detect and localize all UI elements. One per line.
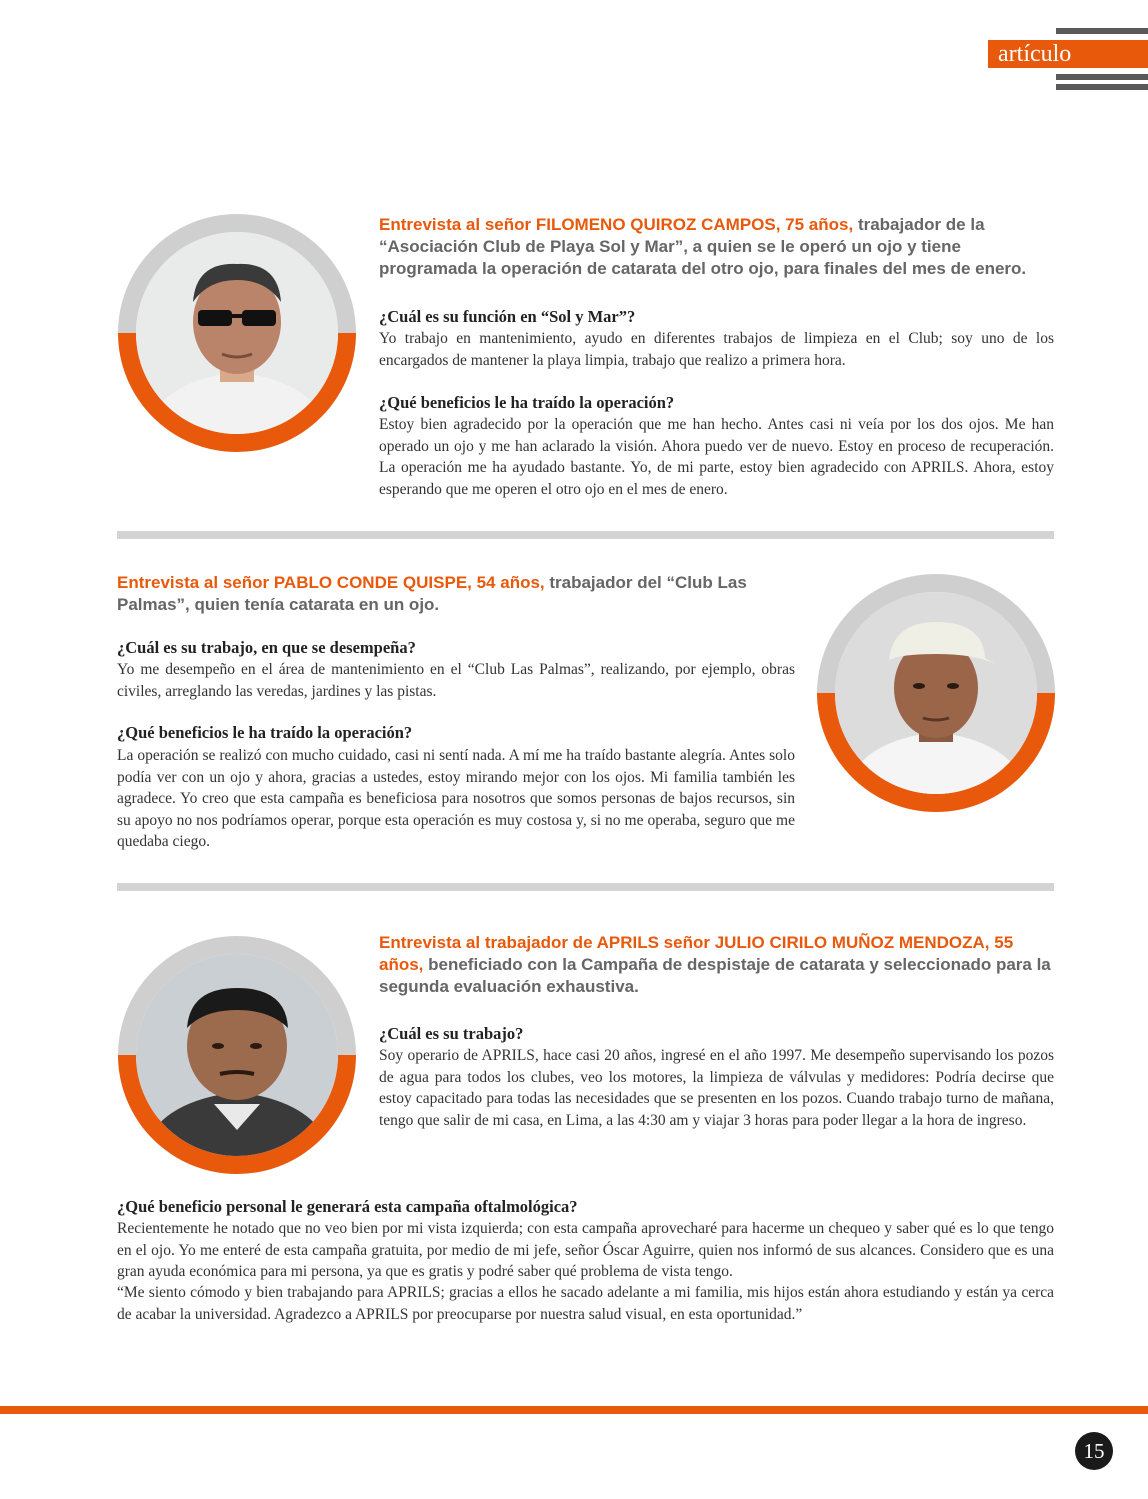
- section-divider-1: [117, 531, 1054, 539]
- page-number: 15: [1075, 1432, 1113, 1470]
- interview-1-answer-2: Estoy bien agradecido por la operación que me han hecho. Antes casi ni veía por los dos ojos. Me han operado un ojo y me han aclarado la visión. Ahora puedo ver de nuevo. Estoy en proceso de recuperación. La operación me ha ayudado bastante. Yo, de mi parte, estoy bien agradecido con APRILS. Ahora, estoy esperando que me operen el otro ojo en el mes de enero.: [379, 416, 1054, 498]
- header-bar-top: [1056, 28, 1148, 34]
- section-divider-2: [117, 883, 1054, 891]
- interview-1-lead: Entrevista al señor FILOMENO QUIROZ CAMPOS, 75 años, trabajador de la “Asociación Club de Playa Sol y Mar”, a quien se le operó un ojo y tiene programada la operación de catarata del otro ojo, para finales del mes de enero.: [379, 215, 1027, 278]
- footer-rule: [0, 1406, 1148, 1414]
- interview-2-question-1: ¿Cuál es su trabajo, en que se desempeña?: [117, 638, 416, 657]
- interview-1-answer-1: Yo trabajo en mantenimiento, ayudo en diferentes trabajos de limpieza en el Club; soy uno de los encargados de mantener la playa limpia, trabajo que realizo a primera hora.: [379, 330, 1054, 369]
- interview-3-answer-1: Soy operario de APRILS, hace casi 20 años, ingresé en el año 1997. Me desempeño supervisando los pozos de agua para todos los clubes, veo los motores, la limpieza de válvulas y medidores: Podría decirse que estoy capacitado para todas las necesidades que se presenten en los pozos. Cuando trabajo turno de mañana, tengo que salir de mi casa, en Lima, a las 4:30 am y viajar 3 horas para poder llegar a la hora de ingreso.: [379, 1047, 1054, 1129]
- portrait-pablo: [817, 574, 1055, 812]
- portrait-filomeno: [118, 214, 356, 452]
- interview-2-answer-1: Yo me desempeño en el área de mantenimiento en el “Club Las Palmas”, realizando, por ejemplo, obras civiles, arreglando las veredas, jardines y las pistas.: [117, 661, 795, 700]
- interview-1-question-1: ¿Cuál es su función en “Sol y Mar”?: [379, 307, 636, 326]
- interview-3-answer-2: Recientemente he notado que no veo bien por mi vista izquierda; con esta campaña aprovecharé para hacerme un chequeo y saber qué es lo que tengo en el ojo. Yo me enteré de esta campaña gratuita, por medio de mi jefe, señor Óscar Aguirre, quien nos informó de sus alcances. Considero que es una gran ayuda económica para mi persona, ya que es gratis y podré saber qué problema de vista tengo.: [117, 1220, 1054, 1280]
- interview-2-lead: Entrevista al señor PABLO CONDE QUISPE, 54 años, trabajador del “Club Las Palmas”, quien tenía catarata en un ojo.: [117, 573, 747, 614]
- portrait-julio-image: [136, 954, 338, 1156]
- interview-2-question-2: ¿Qué beneficios le ha traído la operación?: [117, 723, 413, 742]
- portrait-filomeno-image: [136, 232, 338, 434]
- section-tag: artículo: [988, 40, 1148, 68]
- interview-1-question-2: ¿Qué beneficios le ha traído la operación?: [379, 393, 675, 412]
- interview-3-question-1: ¿Cuál es su trabajo?: [379, 1024, 524, 1043]
- interview-3-lead: Entrevista al trabajador de APRILS señor JULIO CIRILO MUÑOZ MENDOZA, 55 años, beneficiado con la Campaña de despistaje de catarata y seleccionado para la segunda evaluación exhaustiva.: [379, 933, 1051, 996]
- header-bar-bottom-2: [1056, 84, 1148, 90]
- interview-3-answer-3: “Me siento cómodo y bien trabajando para APRILS; gracias a ellos he sacado adelante a mi familia, mis hijos están ahora estudiando y están ya cerca de acabar la universidad. Agradezco a APRILS por preocuparse por nuestra salud visual, en esta oportunidad.”: [117, 1284, 1054, 1323]
- interview-2-answer-2: La operación se realizó con mucho cuidado, casi ni sentí nada. A mí me ha traído bastante alegría. Antes solo podía ver con un ojo y ahora, gracias a ustedes, estoy mirando mejor con los ojos. Mi familia también les agradece. Yo creo que esta campaña es beneficiosa para nosotros que somos personas de bajos recursos, sin su apoyo no nos podríamos operar, porque esta operación es muy costosa y, si no me operaba, seguro que me quedaba ciego.: [117, 747, 795, 850]
- interview-3-question-2: ¿Qué beneficio personal le generará esta campaña oftalmológica?: [117, 1197, 578, 1216]
- portrait-julio: [118, 936, 356, 1174]
- portrait-pablo-image: [835, 592, 1037, 794]
- header-bar-bottom-1: [1056, 74, 1148, 80]
